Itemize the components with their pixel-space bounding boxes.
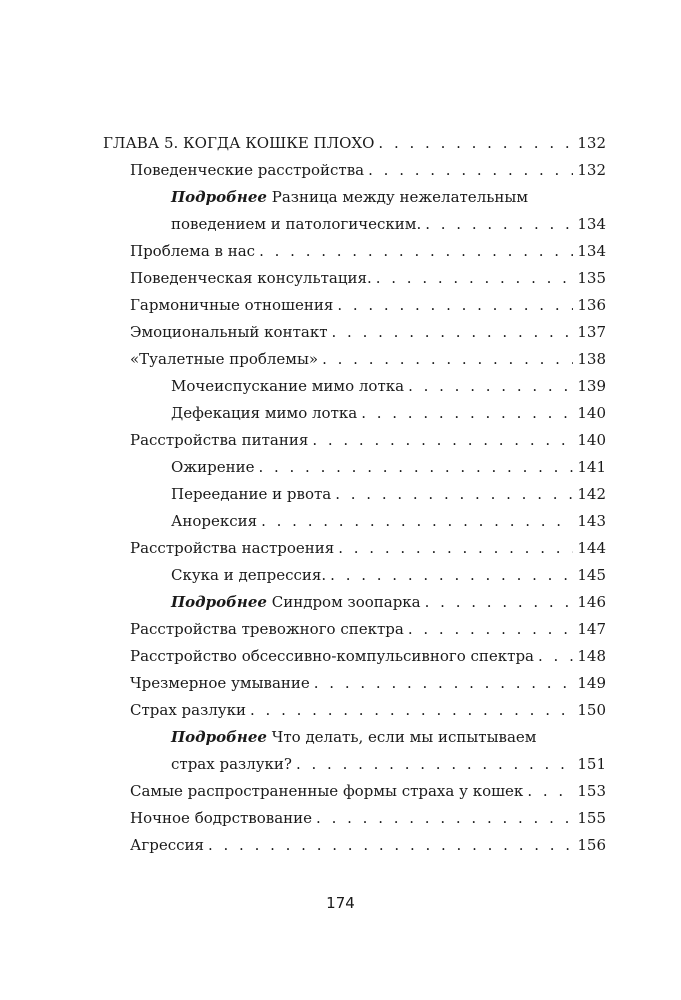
dot-leader	[376, 265, 574, 292]
toc-entry-page: 137	[577, 323, 606, 341]
toc-entry-page: 134	[577, 215, 606, 233]
toc-entry-label	[171, 400, 357, 427]
toc-entry	[103, 454, 606, 481]
toc-entry	[103, 589, 606, 616]
dot-leader	[425, 211, 573, 238]
toc-entry-title: Поведенческая консультация.	[130, 269, 372, 287]
dot-leader	[330, 562, 573, 589]
dot-leader	[538, 643, 573, 670]
toc-entry-page: 151	[577, 755, 606, 773]
toc-entry-label	[103, 130, 374, 157]
toc-entry-label	[130, 292, 333, 319]
toc-entry-emphasis: Подробнее	[171, 593, 267, 611]
toc-entry	[103, 373, 606, 400]
dot-leader	[527, 778, 573, 805]
toc-entry-label	[171, 454, 254, 481]
toc-entry	[103, 697, 606, 724]
toc-entry-page: 155	[577, 809, 606, 827]
toc-entry-page: 156	[577, 836, 606, 854]
toc-entry-page: 134	[577, 242, 606, 260]
toc-entry-page: 146	[577, 593, 606, 611]
toc-entry	[103, 238, 606, 265]
toc-entry-title: Ожирение	[171, 458, 255, 476]
toc-entry-page: 144	[577, 539, 606, 557]
toc-entry-page: 149	[577, 674, 606, 692]
dot-leader	[314, 670, 574, 697]
toc-entry-page: 147	[577, 620, 606, 638]
toc-entry-page: 140	[577, 404, 606, 422]
toc-entry-page: 142	[577, 485, 606, 503]
toc-entry-lead-text: Разница между нежелательным	[271, 188, 528, 206]
toc-entry-title: Самые распространенные формы страха у кошек	[130, 782, 524, 800]
toc-entry-label	[171, 589, 421, 616]
toc-entry	[103, 805, 606, 832]
toc-entry-label	[171, 562, 326, 589]
toc-entry-page: 141	[577, 458, 606, 476]
toc-entry-title: Расстройство обсессивно-компульсивного спектра	[130, 647, 535, 665]
toc-entry-title: Агрессия	[130, 836, 204, 854]
toc-entry-label	[130, 535, 334, 562]
toc-entry-page: 153	[577, 782, 606, 800]
toc-entry-title: поведением и патологическим.	[171, 215, 422, 233]
toc-entry-page: 143	[577, 512, 606, 530]
toc-entry-title: Мочеиспускание мимо лотка	[171, 377, 405, 395]
toc-entry-page: 148	[577, 647, 606, 665]
toc-entry-title: Эмоциональный контакт	[130, 323, 328, 341]
toc-entry-label	[130, 157, 364, 184]
toc-entry-label	[130, 805, 312, 832]
toc-entry-title: Поведенческие расстройства	[130, 161, 365, 179]
toc-entry-title: Расстройства настроения	[130, 539, 335, 557]
toc-entry	[103, 643, 606, 670]
toc-entry-title: Расстройства питания	[130, 431, 309, 449]
toc-entry	[103, 616, 606, 643]
toc-entry-page: 136	[577, 296, 606, 314]
dot-leader	[332, 319, 574, 346]
toc-entry	[103, 292, 606, 319]
dot-leader	[408, 373, 573, 400]
toc-entry	[103, 832, 606, 859]
toc-entry	[103, 481, 606, 508]
dot-leader	[378, 130, 573, 157]
dot-leader	[259, 238, 573, 265]
toc-entry-page: 132	[577, 161, 606, 179]
toc-entry	[103, 346, 606, 373]
toc-entry-title: Дефекация мимо лотка	[171, 404, 358, 422]
toc-entry-label	[171, 211, 421, 238]
toc-entry-title: Страх разлуки	[130, 701, 247, 719]
toc-entry	[103, 778, 606, 805]
toc-entry-label	[171, 373, 404, 400]
toc-entry-title: страх разлуки?	[171, 755, 292, 773]
toc-entry	[103, 670, 606, 697]
toc-entry-title: Проблема в нас	[130, 242, 256, 260]
toc-entry-title: Расстройства тревожного спектра	[130, 620, 404, 638]
toc-entry-title: Гармоничные отношения	[130, 296, 334, 314]
toc-entry-label	[130, 670, 310, 697]
toc-entry	[103, 265, 606, 292]
toc-entry-page: 150	[577, 701, 606, 719]
toc-entry-title: Скука и депрессия.	[171, 566, 327, 584]
page-number: 174	[326, 894, 355, 912]
dot-leader	[312, 427, 573, 454]
toc-entry	[103, 211, 606, 238]
toc-entry	[103, 751, 606, 778]
toc-entry-title: Ночное бодрствование	[130, 809, 313, 827]
toc-entry-label	[130, 319, 328, 346]
toc-entry-title: Чрезмерное умывание	[130, 674, 310, 692]
toc-entry-title: Переедание и рвота	[171, 485, 332, 503]
toc-entry	[103, 130, 606, 157]
table-of-contents	[103, 130, 606, 859]
dot-leader	[250, 697, 573, 724]
toc-entry-label	[130, 778, 523, 805]
toc-entry	[103, 427, 606, 454]
dot-leader	[425, 589, 574, 616]
dot-leader	[296, 751, 573, 778]
dot-leader	[316, 805, 573, 832]
toc-entry-page: 139	[577, 377, 606, 395]
toc-entry-lead-line	[103, 724, 606, 751]
toc-entry-label	[130, 346, 318, 373]
toc-entry-label	[130, 832, 204, 859]
dot-leader	[335, 481, 573, 508]
toc-entry-title: Синдром зоопарка	[271, 593, 421, 611]
dot-leader	[361, 400, 573, 427]
toc-entry-lead-line	[103, 184, 606, 211]
toc-entry-label	[130, 265, 372, 292]
toc-entry-label	[171, 751, 292, 778]
toc-entry-title: ГЛАВА 5. КОГДА КОШКЕ ПЛОХО	[103, 134, 375, 152]
toc-entry-label	[130, 238, 255, 265]
toc-entry-label	[130, 427, 308, 454]
toc-entry	[103, 508, 606, 535]
dot-leader	[408, 616, 574, 643]
toc-entry	[103, 535, 606, 562]
toc-entry-page: 140	[577, 431, 606, 449]
toc-entry	[103, 562, 606, 589]
toc-entry-page: 145	[577, 566, 606, 584]
toc-entry-page: 135	[577, 269, 606, 287]
dot-leader	[337, 292, 573, 319]
toc-entry	[103, 319, 606, 346]
toc-entry-page: 138	[577, 350, 606, 368]
toc-entry-label	[130, 616, 404, 643]
dot-leader	[322, 346, 573, 373]
dot-leader	[261, 508, 573, 535]
toc-entry-label	[171, 481, 331, 508]
toc-entry-label	[171, 508, 257, 535]
toc-entry-title: Анорексия	[171, 512, 258, 530]
toc-entry-emphasis: Подробнее	[171, 728, 267, 746]
dot-leader	[258, 454, 573, 481]
toc-entry-emphasis: Подробнее	[171, 188, 267, 206]
toc-entry	[103, 400, 606, 427]
dot-leader	[368, 157, 573, 184]
toc-entry-lead-text: Что делать, если мы испытываем	[271, 728, 537, 746]
toc-entry-title: «Туалетные проблемы»	[130, 350, 319, 368]
toc-entry-label	[130, 697, 246, 724]
toc-entry-page: 132	[577, 134, 606, 152]
toc-entry-label	[130, 643, 534, 670]
dot-leader	[208, 832, 573, 859]
dot-leader	[338, 535, 573, 562]
toc-entry	[103, 157, 606, 184]
